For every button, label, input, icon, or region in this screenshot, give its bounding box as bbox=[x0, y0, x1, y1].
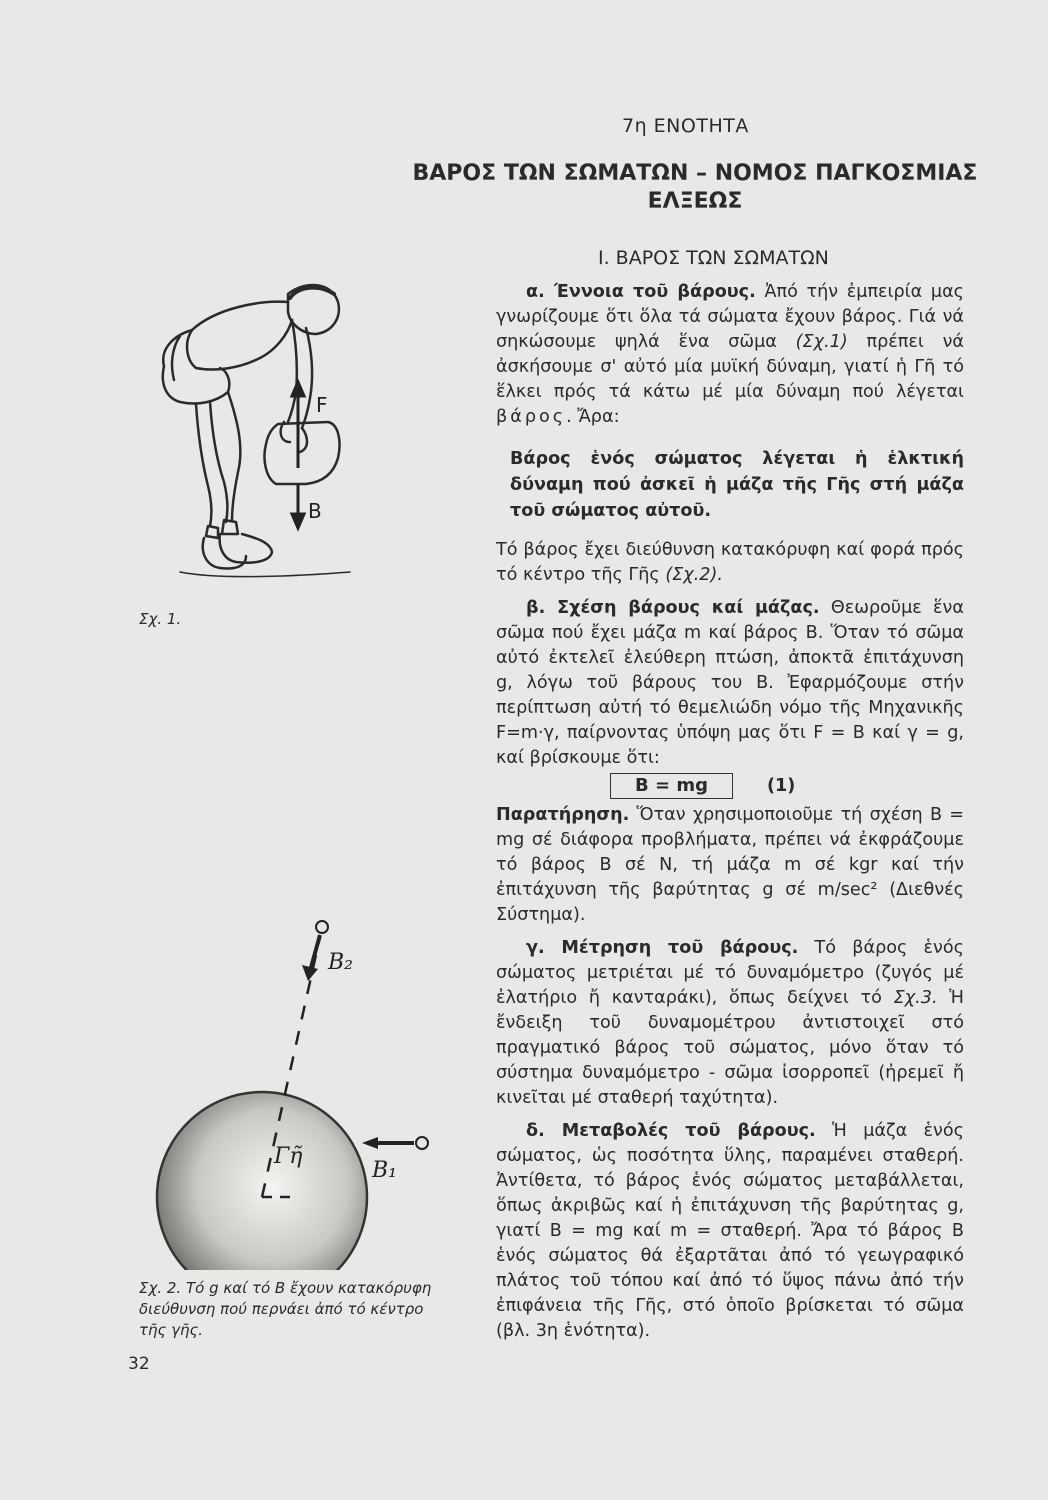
chapter-title-line1: ΒΑΡΟΣ ΤΩΝ ΣΩΜΑΤΩΝ – ΝΟΜΟΣ ΠΑΓΚΟΣΜΙΑΣ bbox=[412, 161, 978, 186]
definition-block: Βάρος ἑνός σώματος λέγεται ἡ ἑλκτική δύναμη πού ἀσκεῖ ἡ μάζα τῆς Γῆς στή μάζα τοῦ σώματος αὐτοῦ. bbox=[510, 449, 964, 521]
heading-measurement: γ. Μέτρηση τοῦ βάρους. bbox=[526, 938, 799, 958]
heading-weight-mass: β. Σχέση βάρους καί μάζας. bbox=[526, 598, 820, 618]
figure-reference: Σχ.3. bbox=[893, 988, 938, 1008]
figure-reference: (Σχ.1) bbox=[795, 332, 848, 352]
figure-person-lifting bbox=[120, 272, 480, 602]
paragraph-variations: δ. Μεταβολές τοῦ βάρους. Ἡ μάζα ἑνός σώματος, ὡς ποσότητα ὕλης, παραμένει σταθερή. Ἀντίθετα, τό βάρος ἑνός σώματος μεταβάλλεται, ὅπως ἀκριβῶς καί ἡ ἐπιτάχυνση τῆς βαρύτητας g, γιατί B = mg καί m = σταθερή. Ἄρα τό βάρος Β ἑνός σώματος θά ἐξαρτᾶται ἀπό τό γεωγραφικό πλάτος τοῦ τόπου καί ἀπό τό ὕψος πάνω ἀπό τήν ἐπιφάνεια τῆς Γῆς, στό ὁποῖο βρίσκεται τό σῶμα (βλ. 3η ἑνότητα). bbox=[496, 1121, 964, 1341]
figure2-caption: Σχ. 2. Τό g καί τό Β ἔχουν κατακόρυφη διεύθυνση πού περνάει ἀπό τό κέντρο τῆς γῆς. bbox=[139, 1279, 432, 1339]
figure1-caption: Σχ. 1. bbox=[139, 610, 182, 628]
heading-remark: Παρατήρηση. bbox=[496, 805, 630, 825]
label-b2: B₂ bbox=[328, 950, 353, 975]
paragraph-direction: Τό βάρος ἔχει διεύθυνση κατακόρυφη καί φορά πρός τό κέντρο τῆς Γῆς (Σχ.2). bbox=[496, 540, 964, 585]
label-weight-b: B bbox=[308, 499, 322, 523]
paragraph-remark: Παρατήρηση. Ὅταν χρησιμοποιοῦμε τή σχέση B = mg σέ διάφορα προβλήματα, πρέπει νά ἐκφράζουμε τό βάρος Β σέ N, τή μάζα m σέ kgr καί τήν ἐπιτάχυνση τῆς βαρύτητας g σέ m/sec² (Διεθνές Σύστημα). bbox=[496, 805, 964, 925]
earth-sphere bbox=[157, 1092, 367, 1270]
chapter-title bbox=[410, 160, 980, 216]
label-earth: Γῆ bbox=[274, 1144, 303, 1169]
page-number: 32 bbox=[128, 1354, 150, 1374]
section-title: Ι. ΒΑΡΟΣ ΤΩΝ ΣΩΜΑΤΩΝ bbox=[598, 247, 829, 269]
formula-box: B = mg bbox=[610, 773, 733, 799]
term-weight: βάρος bbox=[496, 407, 567, 427]
figure-earth-weight bbox=[150, 905, 450, 1270]
heading-variations: δ. Μεταβολές τοῦ βάρους. bbox=[526, 1121, 816, 1141]
label-force-f: F bbox=[316, 393, 328, 417]
formula-number: (1) bbox=[766, 776, 796, 796]
paragraph-measurement: γ. Μέτρηση τοῦ βάρους. Τό βάρος ἑνός σώματος μετριέται μέ τό δυναμόμετρο (ζυγός μέ ἐλατήριο ἤ κανταράκι), ὅπως δείχνει τό Σχ.3. Ἡ ἔνδειξη τοῦ δυναμομέτρου ἀντιστοιχεῖ στό πραγματικό βάρος τοῦ σώματος, μόνο ὅταν τό σύστημα δυναμόμετρο - σῶμα ἰσορροπεῖ (ἠρεμεῖ ἤ κινεῖται μέ σταθερή ταχύτητα). bbox=[496, 938, 964, 1108]
figure-reference: (Σχ.2). bbox=[665, 565, 723, 585]
heading-weight-concept: α. Έννοια τοῦ βάρους. bbox=[526, 282, 756, 302]
chapter-title-line2: ΕΛΞΕΩΣ bbox=[647, 189, 743, 214]
paragraph-weight-concept: α. Έννοια τοῦ βάρους. Ἀπό τήν ἐμπειρία μας γνωρίζουμε ὅτι ὅλα τά σώματα ἔχουν βάρος. Γιά νά σηκώσουμε ψηλά ἕνα σῶμα (Σχ.1) πρέπει νά ἀσκήσουμε σ' αὐτό μία μυϊκή δύναμη, γιατί ἡ Γῆ τό ἕλκει πρός τά κάτω μέ μία δύναμη πού λέγεται βάρος. Ἄρα: bbox=[496, 282, 965, 427]
text-column bbox=[496, 280, 964, 1344]
label-b1: B₁ bbox=[372, 1158, 397, 1183]
formula-row bbox=[496, 773, 964, 801]
unit-label: 7η ΕΝΟΤΗΤΑ bbox=[622, 115, 749, 137]
paragraph-weight-mass: β. Σχέση βάρους καί μάζας. Θεωροῦμε ἕνα σῶμα πού ἔχει μάζα m καί βάρος Β. Ὅταν τό σῶμα αὐτό ἐκτελεῖ ἐλεύθερη πτώση, ἀποκτᾶ ἐπιτάχυνση g, λόγω τοῦ βάρους του Β. Ἐφαρμόζουμε στήν περίπτωση αὐτή τό θεμελιώδη νόμο τῆς Μηχανικῆς F=m·γ, παίρνοντας ὑπόψη μας ὅτι F = B καί γ = g, καί βρίσκουμε ὅτι: bbox=[496, 598, 964, 768]
